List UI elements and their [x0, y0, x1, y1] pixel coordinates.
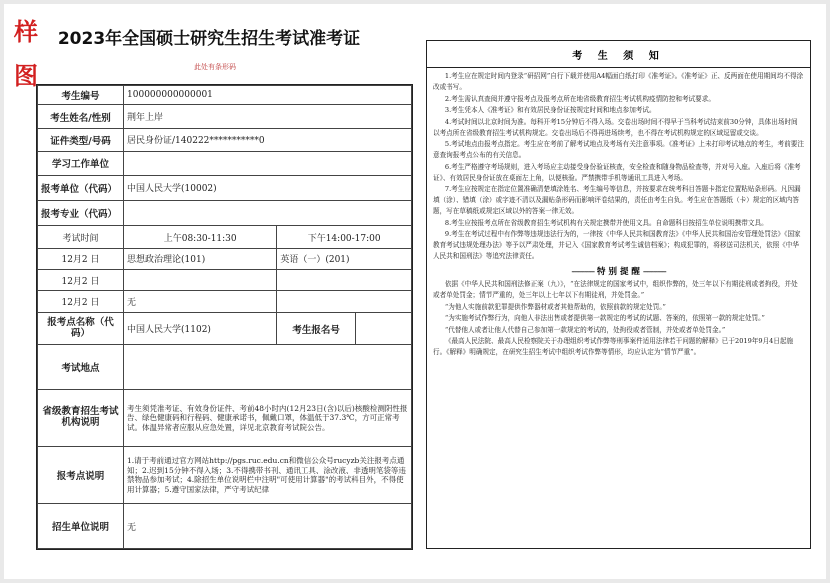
- table-row: [38, 152, 412, 175]
- table-row: [38, 345, 412, 390]
- venue-value: [124, 345, 412, 390]
- work-unit-value: [124, 152, 412, 175]
- morning-subject: 无: [124, 291, 277, 312]
- name-value: 荆年上岸: [124, 105, 412, 128]
- apply-unit-value: 中国人民大学(10002): [124, 175, 412, 200]
- schedule-header-row: [38, 226, 412, 248]
- notice-item: 3.考生凭本人《准考证》和有效居民身份证按规定时间和地点参加考试。: [444, 106, 656, 114]
- school-note-label: 招生单位说明: [38, 504, 124, 549]
- exam-date: 12月2 日: [38, 248, 124, 269]
- reminder-item: “代替他人或者让他人代替自己参加第一款规定的考试的，处拘役或者管制，并处或者单处罚金。”: [444, 325, 726, 334]
- page-title: 2023年全国硕士研究生招生考试准考证: [57, 29, 361, 49]
- candidate-info-table: [36, 84, 413, 550]
- afternoon-subject: 英语（一）(201): [277, 248, 412, 269]
- table-row: [38, 128, 412, 151]
- table-row: [38, 504, 412, 549]
- notice-item: 2.考生需认真查阅并遵守报考点及报考点所在地省级教育招生考试机构疫情防控和考试要求。: [444, 94, 715, 103]
- table-row: [38, 175, 412, 200]
- afternoon-subject: [277, 270, 412, 291]
- reminder-dash-right: -----------: [642, 267, 666, 277]
- name-label: 考生姓名/性别: [38, 105, 124, 128]
- reminder-title: 特 别 提 醒: [597, 267, 640, 277]
- id-value: 居民身份证/140222***********0: [124, 128, 412, 151]
- table-row: [38, 390, 412, 447]
- exam-no-label: 考生编号: [38, 86, 124, 105]
- table-row: [38, 200, 412, 225]
- notice-item: 7.考生应按规定在指定位置准确清楚填涂姓名、考生编号等信息，并按要求在统考科目答题卡指定位置粘贴条形码。凡因漏填（涂）、错填（涂）或字迹不清以及漏贴条形码而影响评卷结果的，责任由考生自负。考生应在答题纸（卡）规定的区域内答题，写在草稿纸或规定区域以外的答案一律无效。: [433, 185, 801, 215]
- site-label: 报考点名称（代码）: [38, 312, 124, 345]
- schedule-row: [38, 291, 412, 312]
- site-value: 中国人民大学(1102): [124, 312, 277, 345]
- reminder-item: “为实施考试作弊行为，向他人非法出售或者提供第一款规定的考试的试题、答案的，依照第一款的规定处罚。”: [444, 314, 765, 322]
- id-label: 证件类型/号码: [38, 128, 124, 151]
- candidate-notice-panel: [426, 40, 811, 549]
- notice-title: 考 生 须 知: [427, 41, 810, 68]
- sample-stamp-char: 样: [14, 18, 38, 46]
- notice-item: 4.考试时间以北京时间为准。每科开考15分钟后不得入场。交卷出场时间不得早于当科考试结束前30分钟，具体出场时间以考点所在省级教育招生考试机构规定。交卷出场后不得再进场续考，也不得在考试机构规定的区域逗留或交谈。: [433, 117, 798, 137]
- exam-date: 12月2 日: [38, 291, 124, 312]
- apply-major-value: [124, 200, 412, 225]
- school-note-value: 无: [124, 504, 412, 549]
- work-unit-label: 学习工作单位: [38, 152, 124, 175]
- notice-item: 9.考生在考试过程中有作弊等违规违法行为的，一律按《中华人民共和国教育法》《中华人民共和国治安管理处罚法》《国家教育考试违规处理办法》等予以严肃处理，并记入《国家教育考试考生诚信档案》；构成犯罪的，将移送司法机关，依照《中华人民共和国刑法》等追究法律责任。: [433, 230, 801, 260]
- table-row: [38, 447, 412, 504]
- morning-session-label: 上午08:30-11:30: [124, 226, 277, 248]
- site-note-label: 报考点说明: [38, 447, 124, 504]
- site-note-value: 1.请于考前通过官方网站http://pgs.ruc.edu.cn和微信公众号rucyzb关注报考点通知；2.迟到15分钟不得入场；3.不得携带书刊、通讯工具、涂改液、非透明笔袋等违禁物品参加考试；4.除招生单位说明栏中注明"可使用计算器"的考试科目外，不得使用计算器；5.遵守国家法律，严守考试纪律: [124, 447, 412, 504]
- barcode-placeholder: 此处有条形码: [194, 63, 236, 71]
- schedule-row: [38, 270, 412, 291]
- reminder-heading: [433, 265, 804, 277]
- province-note-label: 省级教育招生考试机构说明: [38, 390, 124, 447]
- reminder-item: “为他人实施前款犯罪提供作弊器材或者其他帮助的，依照前款的规定处罚。”: [444, 302, 666, 311]
- morning-subject: 思想政治理论(101): [124, 248, 277, 269]
- table-row: [38, 312, 412, 345]
- registration-no-label: 考生报名号: [292, 324, 340, 336]
- reminder-dash-left: -----------: [571, 267, 595, 277]
- afternoon-session-label: 下午14:00-17:00: [277, 226, 412, 248]
- morning-subject: [124, 270, 277, 291]
- table-row: [38, 86, 412, 105]
- exam-time-label: 考试时间: [38, 226, 124, 248]
- apply-unit-label: 报考单位（代码）: [38, 175, 124, 200]
- apply-major-label: 报考专业（代码）: [38, 200, 124, 225]
- table-row: [38, 105, 412, 128]
- province-note-value: 考生须凭准考证、有效身份证件、考前48小时内(12月23日(含)以后)核酸检测阴性报告、绿色健康码和行程码、健康承诺书，佩戴口罩，体温低于37.3℃，方可正常考试。体温异常者应服从应急处置，详见北京教育考试院公告。: [124, 390, 412, 447]
- reminder-item: 《最高人民法院、最高人民检察院关于办理组织考试作弊等刑事案件适用法律若干问题的解释》已于2019年9月4日起施行。《解释》明确规定，在研究生招生考试中组织考试作弊等情形，均应认定为“情节严重”。: [433, 337, 794, 356]
- exam-date: 12月2 日: [38, 270, 124, 291]
- exam-no-value: 100000000000001: [124, 86, 412, 105]
- notice-item: 8.考生应按报考点所在省级教育招生考试机构有关规定携带并使用文具。自命题科目按招生单位说明携带文具。: [444, 218, 768, 227]
- notice-item: 5.考试地点由报考点指定。考生应在考前了解考试地点及考场有关注意事项。《准考证》上未打印考试地点的考生，考前要注意查询报考点公布的有关信息。: [433, 140, 804, 159]
- reminder-list: [433, 279, 804, 358]
- venue-label: 考试地点: [38, 345, 124, 390]
- afternoon-subject: [277, 291, 412, 312]
- reminder-item: 依据《中华人民共和国刑法修正案（九）》，“在法律规定的国家考试中，组织作弊的，处三年以下有期徒刑或者拘役，并处或者单处罚金；情节严重的，处三年以上七年以下有期徒刑，并处罚金。”: [433, 280, 798, 299]
- sample-stamp-char: 图: [14, 62, 38, 90]
- notice-item: 1.考生应在规定时间内登录“研招网”自行下载并使用A4幅面白纸打印《准考证》。《准考证》正、反两面在使用期间均不得涂改或书写。: [433, 72, 804, 91]
- registration-no-value: [355, 313, 411, 345]
- notice-item: 6.考生严格遵守考场规则，进入考场应主动接受身份验证核查，安全检查和随身物品检查等，并对号入座。入座后将《准考证》、有效居民身份证放在桌面左上角，以便核验。严禁携带手机等通讯工具进入考场。: [433, 162, 801, 182]
- notice-list: [433, 71, 804, 262]
- admission-ticket: [4, 4, 826, 579]
- registration-cell: [277, 312, 412, 345]
- schedule-row: [38, 248, 412, 269]
